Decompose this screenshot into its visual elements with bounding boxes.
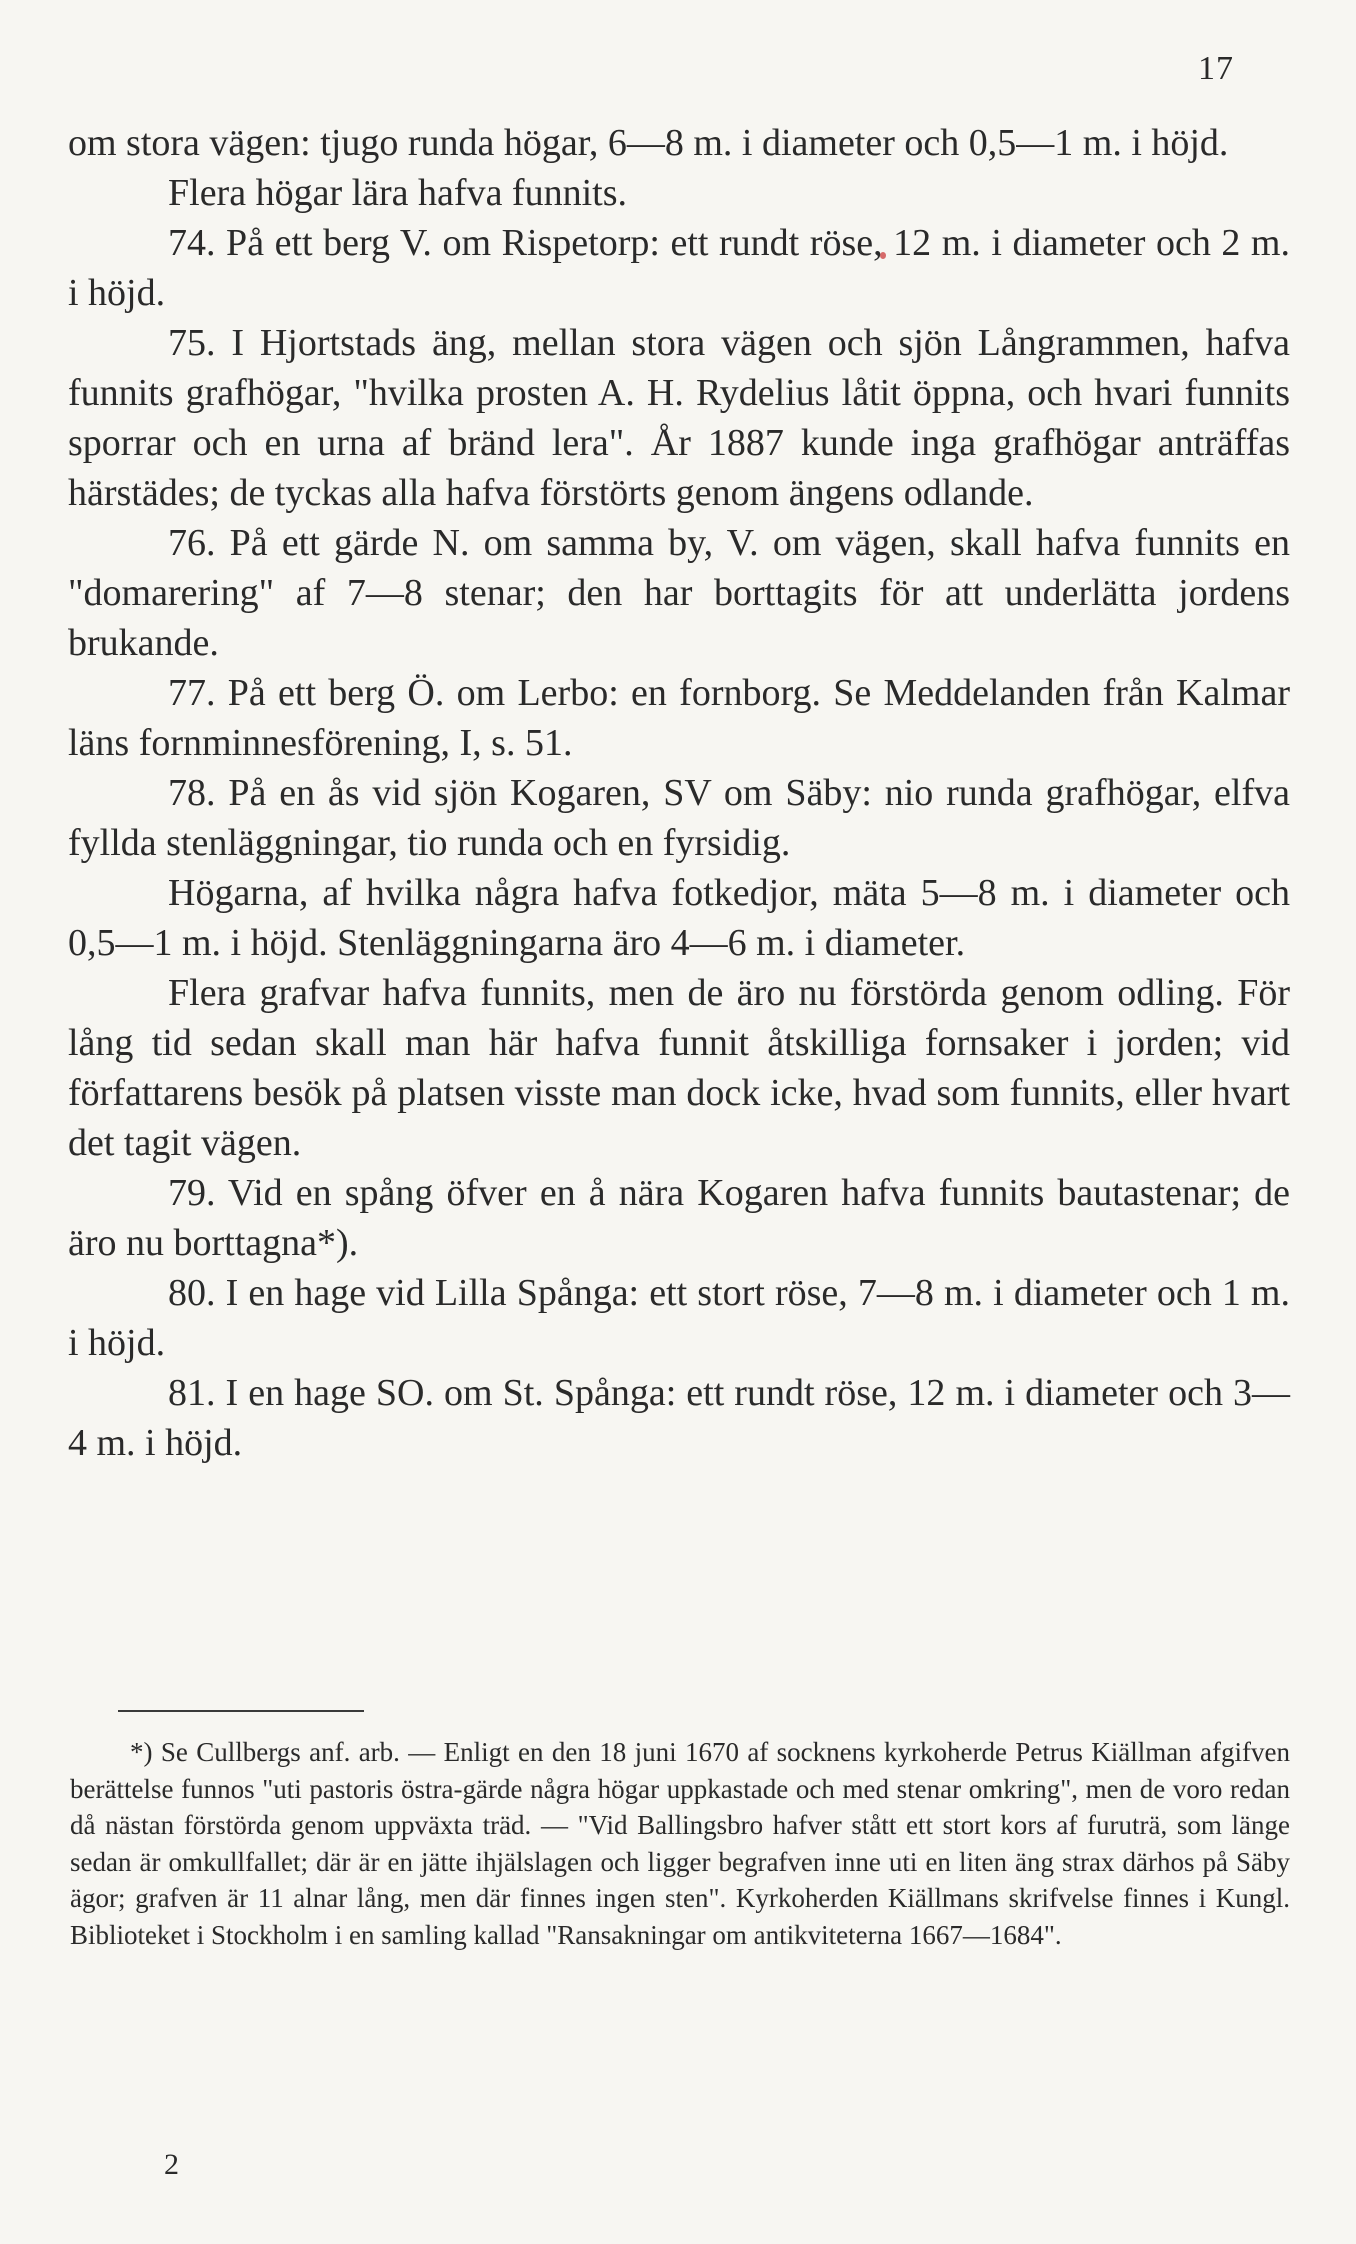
entry-76: 76. På ett gärde N. om samma by, V. om vägen, skall hafva funnits en "domarering" af 7—8 stenar; den har borttagits för att underlätta jordens brukande. [68,522,1290,664]
entry-78: 78. På en ås vid sjön Kogaren, SV om Säby: nio runda grafhögar, elfva fyllda stenläggningar, tio runda och en fyrsidig. [68,772,1290,864]
paragraph: om stora vägen: tjugo runda högar, 6—8 m. i diameter och 0,5—1 m. i höjd. [68,122,1229,164]
entry-77: 77. På ett berg Ö. om Lerbo: en fornborg. Se Meddelanden från Kalmar läns fornminnesförening, I, s. 51. [68,672,1290,764]
entry-74: 74. På ett berg V. om Rispetorp: ett rundt röse, 12 m. i diameter och 2 m. i höjd. [68,222,1290,314]
page-number: 17 [1198,50,1234,87]
paragraph: Flera grafvar hafva funnits, men de äro nu förstörda genom odling. För lång tid sedan skall man här hafva funnit åtskilliga fornsaker i jorden; vid författarens besök på platsen visste man dock icke, hvad som funnits, eller hvart det tagit vägen. [68,972,1290,1164]
paragraph: Högarna, af hvilka några hafva fotkedjor, mäta 5—8 m. i diameter och 0,5—1 m. i höjd. Stenläggningarna äro 4—6 m. i diameter. [68,872,1290,964]
footnote-divider [118,1710,364,1712]
main-text [68,118,1290,1468]
entry-80: 80. I en hage vid Lilla Spånga: ett stort röse, 7—8 m. i diameter och 1 m. i höjd. [68,1272,1290,1364]
entry-75: 75. I Hjortstads äng, mellan stora vägen och sjön Långrammen, hafva funnits grafhögar, "hvilka prosten A. H. Rydelius låtit öppna, och hvari funnits sporrar och en urna af bränd lera". År 1887 kunde inga grafhögar anträffas härstädes; de tyckas alla hafva förstörts genom ängens odlande. [68,322,1290,514]
signature-mark: 2 [164,2148,179,2181]
entry-81: 81. I en hage SO. om St. Spånga: ett rundt röse, 12 m. i diameter och 3—4 m. i höjd. [68,1372,1290,1464]
footnote: *) Se Cullbergs anf. arb. — Enligt en den 18 juni 1670 af socknens kyrkoherde Petrus Kiällman afgifven berättelse funnos "uti pastoris östra-gärde några högar uppkastade och med stenar omkring", men de voro redan då nästan förstörda genom uppväxta träd. — "Vid Ballingsbro hafver stått ett stort kors af furuträ, som länge sedan är omkullfallet; där är en jätte ihjälslagen och ligger begrafven inne uti en liten äng strax därhos på Säby ägor; grafven är 11 alnar lång, men där finnes ingen sten". Kyrkoherden Kiällmans skrifvelse finnes i Kungl. Biblioteket i Stockholm i en samling kallad "Ransakningar om antikviteterna 1667—1684". [70,1737,1290,1950]
entry-79: 79. Vid en spång öfver en å nära Kogaren hafva funnits bautastenar; de äro nu borttagna*). [68,1172,1290,1264]
paragraph: Flera högar lära hafva funnits. [168,172,627,214]
